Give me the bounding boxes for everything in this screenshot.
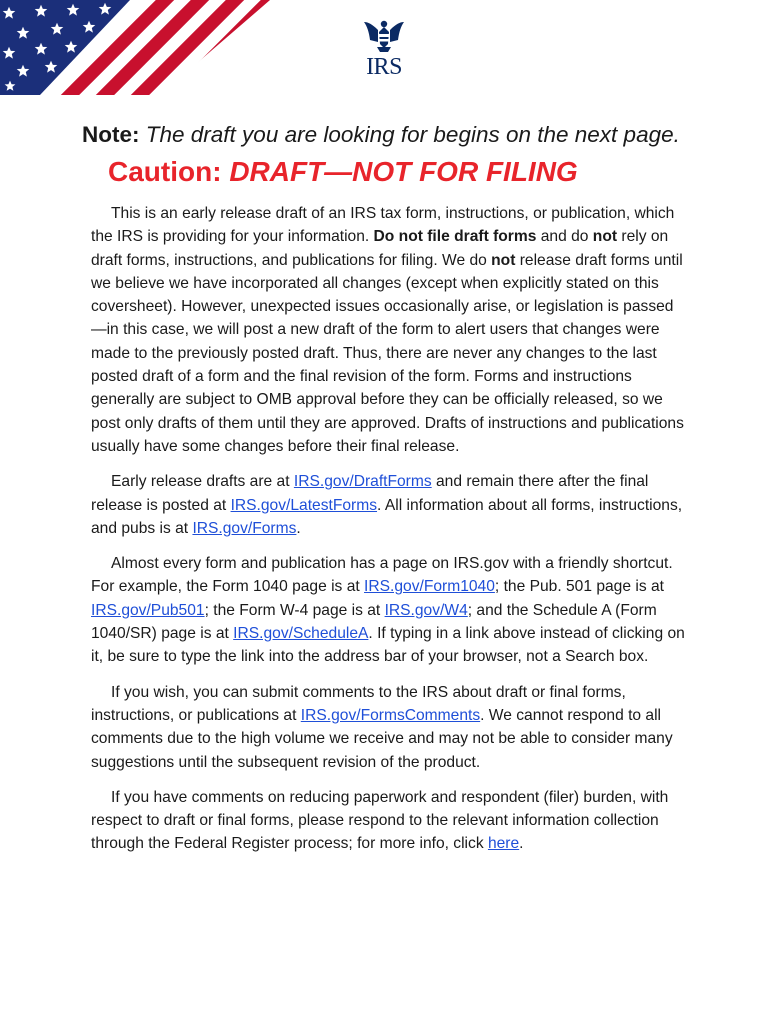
text: rely on draft forms, instructions, and publications for filing. We do (91, 228, 669, 269)
link-schedule-a[interactable]: IRS.gov/ScheduleA (233, 625, 369, 643)
note-text: The draft you are looking for begins on the next page. (145, 122, 680, 147)
link-form1040[interactable]: IRS.gov/Form1040 (364, 578, 495, 596)
emphasis: not (592, 228, 618, 246)
paragraph-shortcuts (91, 552, 685, 668)
irs-logo (358, 18, 410, 80)
link-forms[interactable]: IRS.gov/Forms (192, 519, 297, 537)
note-label: Note: (82, 122, 140, 147)
text: If you have comments on reducing paperwork and respondent (filer) burden, with respect to draft or final forms, please respond to the relevant information collection through the Federal Register process; for more info, click (91, 788, 669, 853)
link-latest-forms[interactable]: IRS.gov/LatestForms (230, 496, 378, 514)
link-here[interactable]: here (487, 835, 520, 853)
coversheet-body (91, 202, 685, 868)
text: ; the Pub. 501 page is at (494, 578, 664, 596)
paragraph-paperwork (91, 786, 685, 856)
paragraph-draft-locations (91, 470, 685, 540)
text: and do (536, 228, 593, 246)
emphasis: not (491, 251, 516, 269)
link-forms-comments[interactable]: IRS.gov/FormsComments (300, 706, 481, 724)
emphasis: Do not file draft forms (373, 228, 537, 246)
american-flag-banner (0, 0, 270, 95)
link-w4[interactable]: IRS.gov/W4 (384, 601, 468, 619)
link-pub501[interactable]: IRS.gov/Pub501 (91, 601, 205, 619)
caution-text: DRAFT—NOT FOR FILING (229, 156, 578, 187)
text: Early release drafts are at (111, 473, 294, 491)
text: This is an early release draft of an IRS tax form, instructions, or publication, which the IRS is providing for your information. (91, 205, 675, 246)
text: and remain there after the final release is posted at (91, 473, 649, 514)
text: ; and the Schedule A (Form 1040/SR) page is at (91, 601, 657, 643)
text: Almost every form and publication has a page on IRS.gov with a friendly shortcut. For example, the Form 1040 page is at (91, 555, 673, 596)
text: release draft forms until we believe we have incorporated all changes (except when explicitly stated on this coversheet). However, unexpected issues occasionally arise, or legislation is passed—in this case, we will post a new draft of the form to alert users that changes were made to the previously posted draft. Thus, there are never any changes to the last posted draft of a form and the final revision of the form. Forms and instructions generally are subject to OMB approval before they can be officially released, so we post only drafts of them until they are approved. Drafts of instructions and publications usually have some changes before their final release. (91, 251, 684, 455)
text: ; the Form W-4 page is at (204, 601, 385, 619)
caution-heading (108, 156, 748, 188)
text: . (519, 835, 524, 853)
note-heading (82, 122, 742, 148)
irs-logo-text: IRS (366, 54, 402, 80)
paragraph-draft-notice (91, 202, 685, 458)
text: . (296, 519, 301, 537)
text: If you wish, you can submit comments to the IRS about draft or final forms, instructions, or publications at (91, 683, 626, 724)
text: . If typing in a link above instead of clicking on it, be sure to type the link into the address bar of your browser, not a Search box. (91, 625, 685, 666)
paragraph-comments (91, 681, 685, 774)
text: . All information about all forms, instructions, and pubs is at (91, 496, 683, 537)
caution-label: Caution: (108, 156, 222, 187)
eagle-icon (358, 18, 410, 54)
link-draft-forms[interactable]: IRS.gov/DraftForms (293, 473, 432, 491)
text: . We cannot respond to all comments due to the high volume we receive and may not be able to consider many suggestions until the subsequent revision of the product. (91, 706, 673, 771)
